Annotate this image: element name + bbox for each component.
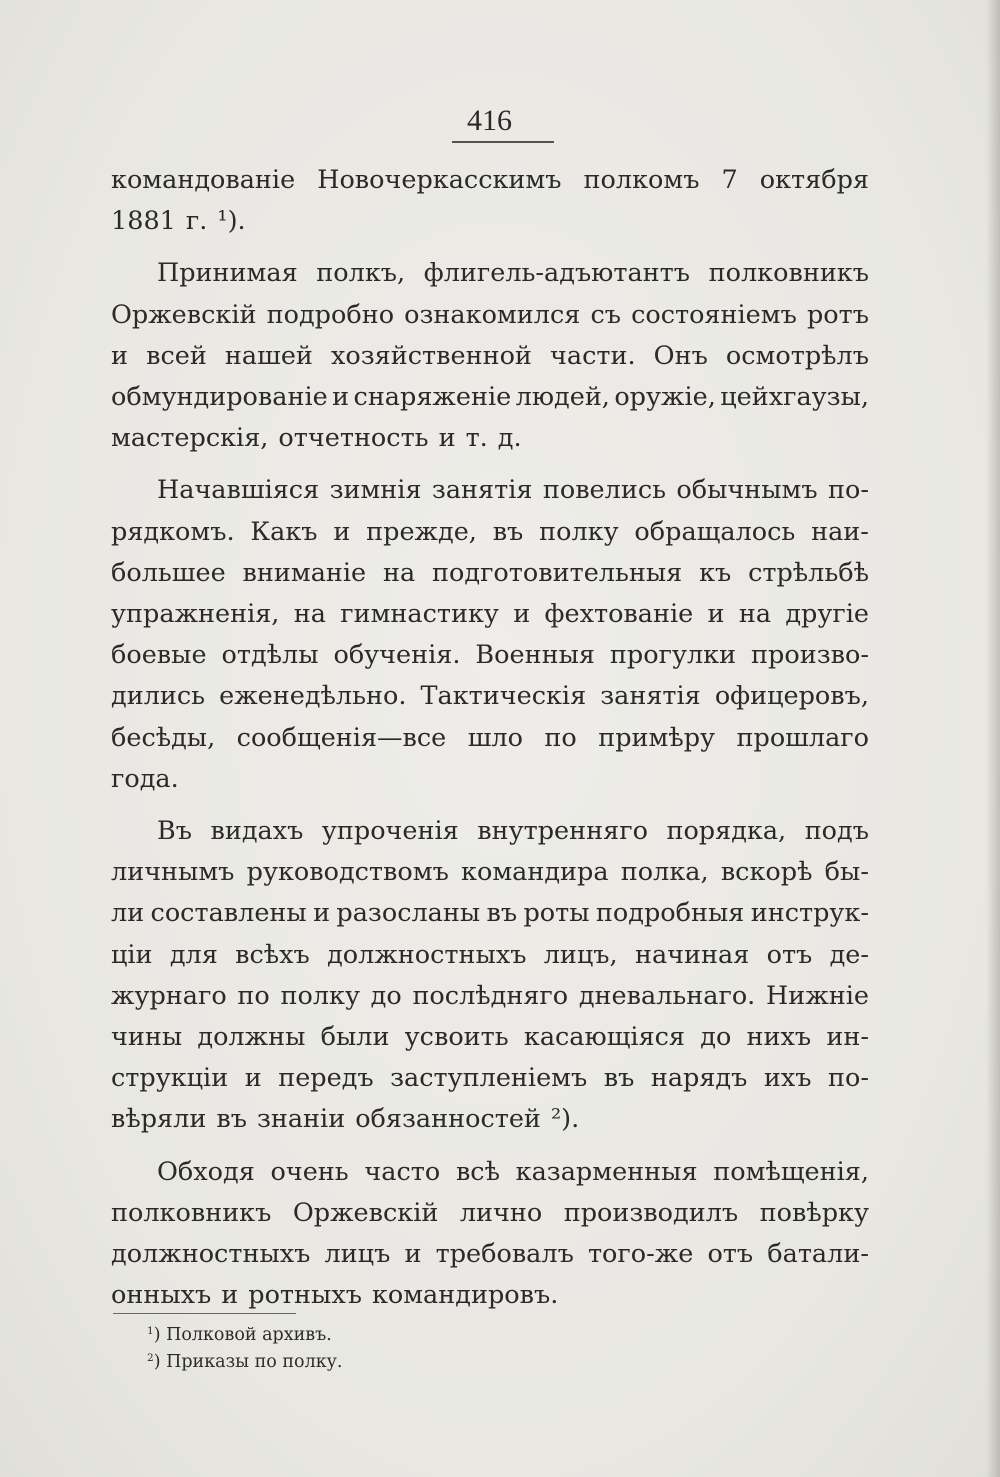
word: командира	[461, 857, 609, 888]
word: и	[333, 516, 351, 547]
word: лицъ,	[543, 939, 618, 970]
word: передъ	[278, 1063, 374, 1094]
word: Принимая	[157, 258, 298, 289]
word: лицъ	[324, 1239, 391, 1270]
word: часто	[364, 1156, 441, 1187]
text-line	[111, 676, 869, 717]
word: произво-	[751, 640, 869, 671]
word: и	[244, 1063, 262, 1094]
word: до	[700, 1022, 732, 1053]
word: и	[111, 340, 128, 371]
word: личнымъ	[111, 857, 235, 888]
word: т.	[465, 423, 488, 454]
word: и	[221, 1280, 239, 1311]
word: Оржевскій	[292, 1197, 439, 1228]
word: упроченія	[321, 816, 459, 847]
page-number: 416	[467, 104, 512, 137]
word: полку	[280, 980, 360, 1011]
word: лично	[459, 1197, 543, 1228]
word: для	[169, 939, 218, 970]
word: до	[370, 980, 402, 1011]
word: казарменныя	[515, 1156, 698, 1187]
text-line	[111, 1193, 869, 1234]
word: инструк-	[750, 898, 869, 929]
word: обмундированіе	[111, 382, 328, 413]
word: состояніемъ	[631, 299, 797, 330]
word: полка,	[620, 857, 709, 888]
word: обращалось	[634, 516, 796, 547]
word: по	[237, 980, 270, 1011]
word: должностныхъ	[327, 939, 527, 970]
word: въ	[216, 1104, 247, 1135]
footnotes	[147, 1322, 343, 1376]
word: нарядъ	[650, 1063, 748, 1094]
word: усвоить	[404, 1022, 509, 1053]
word: подготовительныя	[432, 557, 683, 588]
word: начиная	[634, 939, 750, 970]
word: Нижніе	[766, 980, 869, 1011]
word: другіе	[785, 599, 869, 630]
word: прошлаго	[736, 722, 869, 753]
word: Какъ	[250, 516, 318, 547]
word: полкъ,	[316, 258, 406, 289]
word: занятія	[431, 475, 533, 506]
word: на	[738, 599, 772, 630]
word: бесѣды,	[111, 722, 216, 753]
word: на	[293, 599, 326, 630]
header-rule	[452, 141, 554, 143]
footnote-text: ) Приказы по полку.	[153, 1352, 343, 1372]
word: Онъ	[653, 340, 708, 371]
word: 1881	[111, 206, 176, 237]
word: и	[313, 898, 331, 929]
word: струкціи	[111, 1063, 229, 1094]
word: руководствомъ	[246, 857, 449, 888]
word: послѣдняго	[412, 980, 569, 1011]
word: мастерскія,	[111, 423, 269, 454]
word: офицеровъ,	[714, 681, 869, 712]
word: къ	[699, 557, 732, 588]
word: зимнія	[329, 475, 422, 506]
word: нашей	[224, 340, 313, 371]
word: и	[438, 423, 456, 454]
word: по-	[827, 475, 869, 506]
word: наи-	[811, 516, 869, 547]
word: должностныхъ	[111, 1239, 311, 1270]
word: обычнымъ	[676, 475, 818, 506]
word: ротъ	[806, 299, 869, 330]
word: прогулки	[609, 640, 737, 671]
word: сообщенія—все	[236, 722, 447, 753]
word: д.	[497, 423, 522, 454]
word: заступленіемъ	[390, 1063, 588, 1094]
word: знаніи	[256, 1104, 346, 1135]
word: г.	[185, 206, 208, 237]
paragraph	[111, 470, 869, 800]
text-line	[111, 1099, 869, 1140]
word: были	[320, 1022, 390, 1053]
word: повелись	[542, 475, 666, 506]
word: Въ	[157, 816, 192, 847]
word: ихъ	[763, 1063, 812, 1094]
text-line	[111, 759, 869, 800]
word: вниманіе	[242, 557, 367, 588]
word: рядкомъ.	[111, 516, 235, 547]
word: должны	[197, 1022, 306, 1053]
word: прежде,	[366, 516, 477, 547]
paragraph	[111, 160, 869, 242]
word: дневальнаго.	[578, 980, 756, 1011]
word: Оржевскій	[111, 299, 257, 330]
footnote-text: ) Полковой архивъ.	[153, 1325, 332, 1345]
word: и	[707, 599, 725, 630]
word: ціи	[111, 939, 153, 970]
word: года.	[111, 763, 179, 794]
word: подробныя	[595, 898, 745, 929]
word: обученія.	[333, 640, 461, 671]
word: по-	[827, 1063, 869, 1094]
text-line	[111, 935, 869, 976]
text-line	[111, 1152, 869, 1193]
word: дились	[111, 681, 206, 712]
word: ротныхъ	[248, 1280, 362, 1311]
word: отъ	[707, 1239, 754, 1270]
word: подробно	[266, 299, 395, 330]
word: повѣрку	[759, 1197, 869, 1228]
word: обязанностей	[355, 1104, 541, 1135]
word: Военныя	[475, 640, 595, 671]
word: онныхъ	[111, 1280, 212, 1311]
word: ин-	[826, 1022, 869, 1053]
word: всѣхъ	[235, 939, 310, 970]
word: полковникъ	[708, 258, 869, 289]
word: ¹).	[217, 206, 246, 237]
word: полку	[539, 516, 619, 547]
word: Новочеркасскимъ	[317, 165, 562, 195]
text-line	[111, 852, 869, 893]
paragraph	[111, 253, 869, 459]
word: ²).	[550, 1104, 580, 1135]
word: командировъ.	[371, 1280, 559, 1311]
word: отчетность	[278, 423, 429, 454]
word: роты	[523, 898, 590, 929]
word: подъ	[804, 816, 869, 847]
word: касающіяся	[523, 1022, 686, 1053]
footnote-2	[147, 1349, 343, 1376]
word: журнаго	[111, 980, 227, 1011]
word: стрѣльбѣ	[748, 557, 869, 588]
paragraph	[111, 811, 869, 1141]
word: внутренняго	[477, 816, 648, 847]
text-line	[111, 336, 869, 377]
word: и	[404, 1239, 422, 1270]
word: 7	[721, 165, 738, 195]
word: командованіе	[111, 165, 296, 195]
word: очень	[270, 1156, 349, 1187]
text-line	[111, 811, 869, 852]
word: того-же	[587, 1239, 694, 1270]
text-line	[111, 418, 869, 459]
word: снаряженіе	[353, 382, 512, 413]
text-line	[111, 1275, 869, 1316]
text-line	[111, 1234, 869, 1275]
word: на	[382, 557, 416, 588]
word: части.	[550, 340, 636, 371]
text-line	[111, 1058, 869, 1099]
word: полкомъ	[583, 165, 700, 195]
text-line	[111, 295, 869, 336]
word: и	[332, 382, 350, 413]
text-line	[111, 470, 869, 511]
text-line	[111, 594, 869, 635]
paragraph	[111, 1152, 869, 1317]
word: требовалъ	[435, 1239, 574, 1270]
word: въ	[603, 1063, 635, 1094]
text-line	[111, 1017, 869, 1058]
word: фехтованіе	[544, 599, 694, 630]
word: батали-	[767, 1239, 869, 1270]
word: примѣру	[598, 722, 716, 753]
word: людей,	[515, 382, 610, 413]
word: осмотрѣлъ	[725, 340, 869, 371]
word: оружіе,	[614, 382, 716, 413]
text-line	[111, 512, 869, 553]
word: Начавшіяся	[157, 475, 320, 506]
word: де-	[829, 939, 869, 970]
word: въ	[486, 898, 518, 929]
word: большее	[111, 557, 226, 588]
word: помѣщенія,	[713, 1156, 869, 1187]
word: ли	[111, 898, 145, 929]
text-line	[111, 253, 869, 294]
word: по	[544, 722, 577, 753]
text-line	[111, 976, 869, 1017]
text-line	[111, 635, 869, 676]
word: занятія	[600, 681, 701, 712]
word: въ	[492, 516, 524, 547]
word: всѣ	[455, 1156, 500, 1187]
word: шло	[467, 722, 523, 753]
word: вѣряли	[111, 1104, 207, 1135]
word: полковникъ	[111, 1197, 272, 1228]
footnote-rule	[113, 1313, 296, 1314]
page-edge-shadow	[986, 0, 1000, 1477]
text-line	[111, 553, 869, 594]
word: хозяйственной	[331, 340, 532, 371]
word: чины	[111, 1022, 183, 1053]
text-line	[111, 718, 869, 759]
footnote-marker: 2	[147, 1352, 154, 1365]
word: и	[513, 599, 531, 630]
word: упражненія,	[111, 599, 280, 630]
word: боевые	[111, 640, 207, 671]
word: еженедѣльно.	[219, 681, 407, 712]
word: порядка,	[666, 816, 787, 847]
word: флигель-адъютантъ	[423, 258, 691, 289]
word: бы-	[824, 857, 869, 888]
text-line	[111, 377, 869, 418]
word: октября	[759, 165, 869, 195]
word: Тактическія	[420, 681, 587, 712]
word: нихъ	[746, 1022, 812, 1053]
word: ознакомился	[404, 299, 581, 330]
word: цейхгаузы,	[720, 382, 869, 413]
word: отъ	[766, 939, 813, 970]
word: вскорѣ	[720, 857, 813, 888]
footnote-marker: 1	[147, 1325, 154, 1338]
word: разосланы	[336, 898, 481, 929]
word: всей	[146, 340, 207, 371]
footnote-1	[147, 1322, 343, 1349]
text-line	[111, 201, 869, 242]
text-line	[111, 160, 869, 201]
word: производилъ	[563, 1197, 739, 1228]
word: видахъ	[210, 816, 304, 847]
text-line	[111, 893, 869, 934]
word: гимнастику	[340, 599, 499, 630]
word: составлены	[150, 898, 307, 929]
word: отдѣлы	[221, 640, 319, 671]
word: съ	[590, 299, 621, 330]
word: Обходя	[157, 1156, 255, 1187]
body-text	[111, 160, 869, 1327]
